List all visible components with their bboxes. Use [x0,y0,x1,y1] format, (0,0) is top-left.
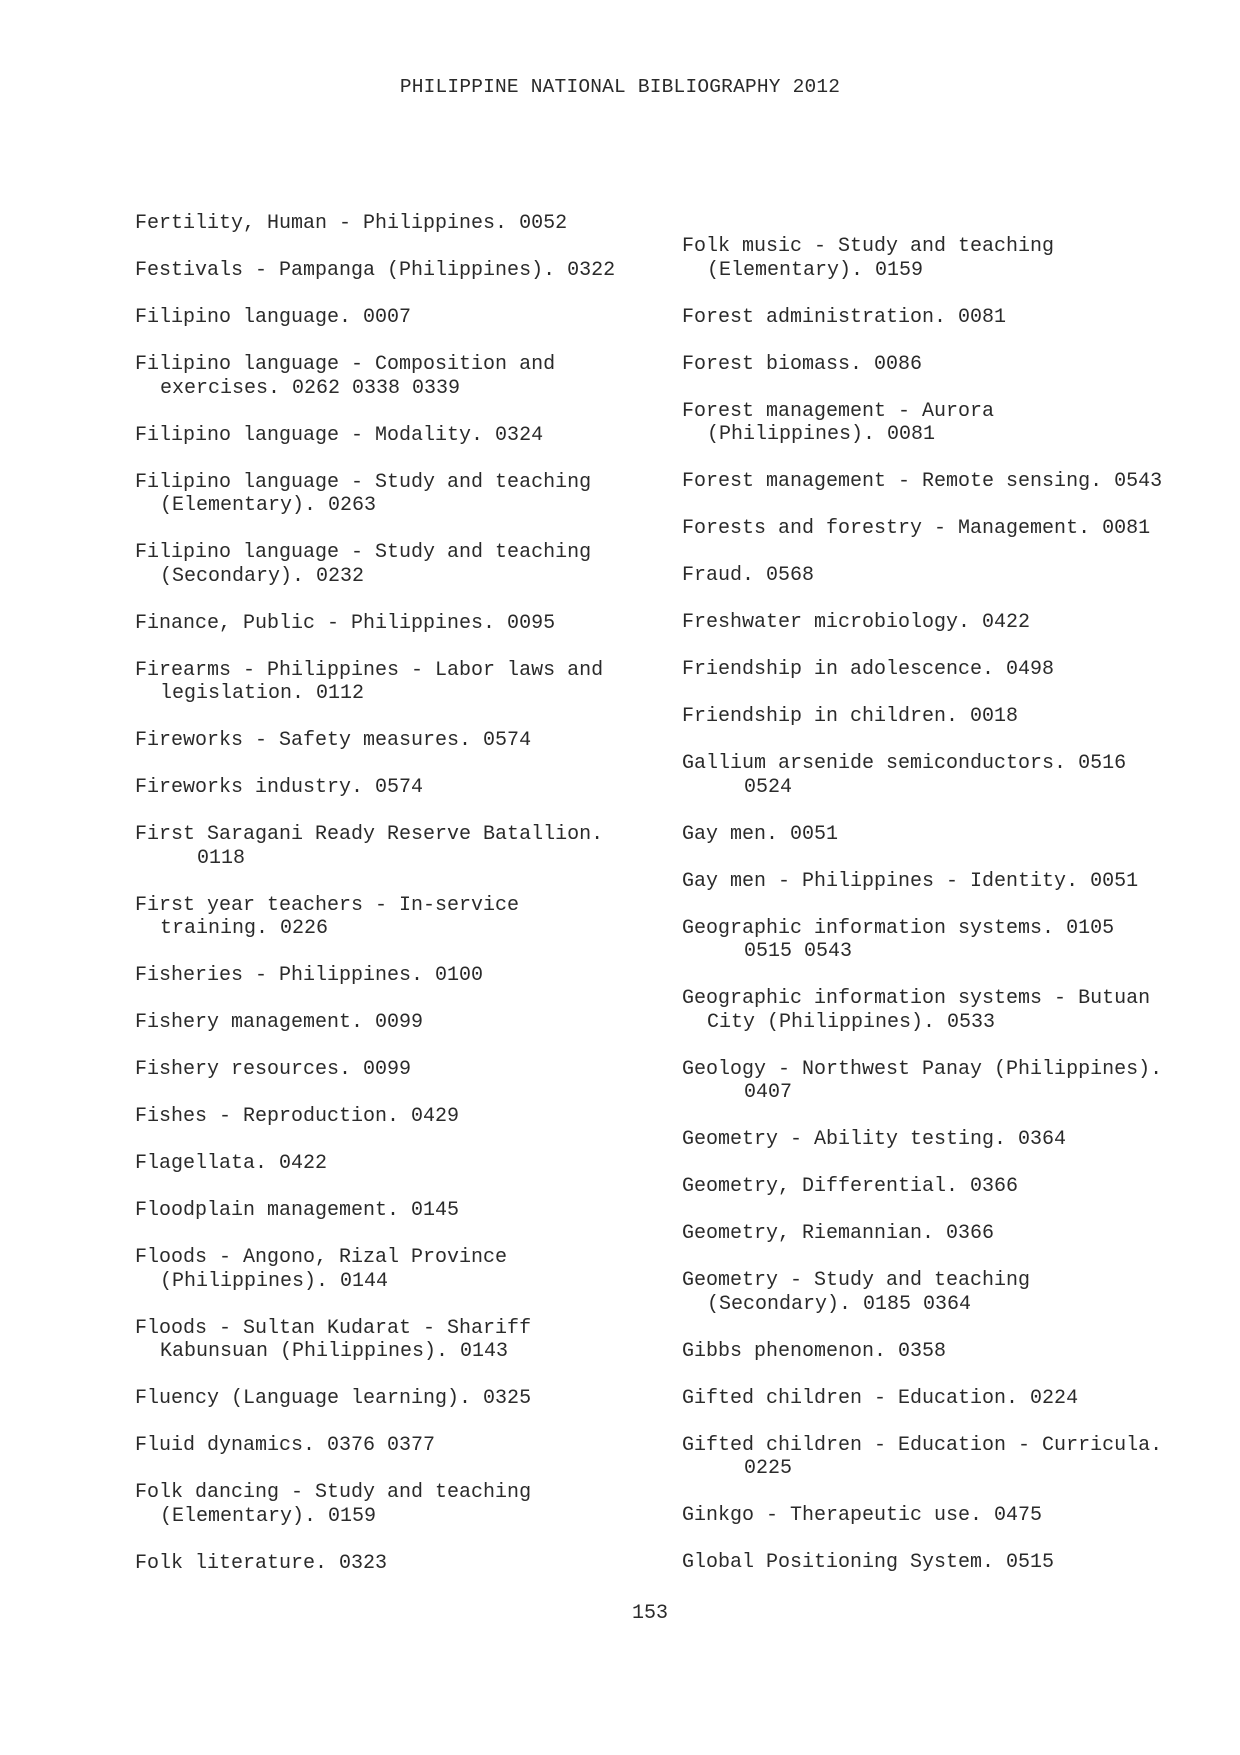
index-entry-heading: Freshwater microbiology. 0422 [682,611,1031,634]
index-entry [682,306,1202,330]
index-entry-heading: Filipino language - Study and teaching [135,541,592,564]
index-entry-continuation: 0407 [744,1081,793,1104]
index-entry-heading: Floods - Angono, Rizal Province [135,1246,508,1269]
index-entry-heading: Fireworks industry. 0574 [135,776,424,799]
index-column-right [682,235,1202,1598]
index-column-left [135,212,655,1599]
index-entry-continuation: (Philippines). 0144 [160,1269,389,1293]
index-entry-heading: Friendship in adolescence. 0498 [682,658,1055,681]
index-entry-heading: Fluency (Language learning). 0325 [135,1387,532,1410]
index-entry-heading: Floodplain management. 0145 [135,1199,460,1222]
index-entry-continuation: (Elementary). 0159 [707,258,924,282]
index-entry-heading: Fishery management. 0099 [135,1011,424,1034]
index-entry-heading: Fluid dynamics. 0376 0377 [135,1434,436,1457]
index-entry [682,353,1202,377]
index-entry-continuation: exercises. 0262 0338 0339 [160,376,461,400]
index-entry [682,1551,1202,1575]
index-entry-heading: Gay men. 0051 [682,822,839,846]
index-entry [682,1058,1202,1105]
index-entry-continuation: (Secondary). 0232 [160,564,365,588]
index-entry-continuation: Kabunsuan (Philippines). 0143 [160,1340,509,1363]
index-entry-heading: Firearms - Philippines - Labor laws and [135,658,604,682]
index-entry [135,776,655,800]
index-entry-continuation: (Elementary). 0159 [160,1504,377,1528]
index-entry [135,1105,655,1129]
index-entry [682,1434,1202,1481]
page-header: PHILIPPINE NATIONAL BIBLIOGRAPHY 2012 [399,76,841,98]
index-entry [135,823,655,870]
index-entry-heading: Geometry, Riemannian. 0366 [682,1222,995,1245]
index-entry-heading: Global Positioning System. 0515 [682,1551,1055,1574]
index-entry-heading: Forest management - Remote sensing. 0543 [682,470,1163,493]
index-entry [682,517,1202,541]
index-entry-continuation: (Philippines). 0081 [707,423,936,446]
index-entry-heading: First Saragani Ready Reserve Batallion. [135,823,604,846]
index-entry [135,1011,655,1035]
index-entry-heading: Forest management - Aurora [682,399,995,423]
index-entry [135,1481,655,1528]
index-entry-heading: Gallium arsenide semiconductors. 0516 [682,752,1127,775]
index-entry [135,612,655,636]
index-entry [682,611,1202,635]
index-entry [682,1269,1202,1316]
index-entry [135,1246,655,1293]
index-entry [682,1175,1202,1199]
index-entry-heading: Geology - Northwest Panay (Philippines). [682,1057,1163,1081]
index-entry-heading: Geometry - Study and teaching [682,1269,1031,1292]
index-entry [135,471,655,518]
index-entry-heading: Geographic information systems - Butuan [682,987,1151,1010]
index-entry [682,823,1202,847]
index-entry [135,1152,655,1176]
index-entry [135,1552,655,1576]
index-entry-heading: Filipino language - Modality. 0324 [135,423,544,447]
index-entry-heading: Fertility, Human - Philippines. 0052 [135,212,568,235]
index-entry [682,470,1202,494]
index-entry-heading: Geometry, Differential. 0366 [682,1175,1019,1198]
index-entry-heading: Friendship in children. 0018 [682,705,1019,728]
index-entry [682,1387,1202,1411]
index-entry [682,658,1202,682]
index-entry [135,1387,655,1411]
index-entry-heading: Forest administration. 0081 [682,305,1007,329]
page-number: 153 [631,1602,668,1625]
index-entry-continuation: (Secondary). 0185 0364 [707,1292,972,1316]
index-entry [135,659,655,706]
index-entry-heading: Fishes - Reproduction. 0429 [135,1105,460,1128]
index-entry [682,1128,1202,1152]
index-entry-heading: Fisheries - Philippines. 0100 [135,964,484,987]
index-entry [682,1222,1202,1246]
index-entry-heading: Fishery resources. 0099 [135,1058,412,1081]
index-entry [682,400,1202,447]
index-entry-heading: Gifted children - Education - Curricula. [682,1433,1163,1457]
index-entry-heading: Forest biomass. 0086 [682,352,923,376]
index-entry-continuation: (Elementary). 0263 [160,494,377,517]
index-entry [135,964,655,988]
index-entry [682,235,1202,282]
index-entry-heading: Finance, Public - Philippines. 0095 [135,611,556,635]
index-entry [682,987,1202,1034]
index-entry-heading: Geometry - Ability testing. 0364 [682,1128,1067,1151]
index-entry-heading: Ginkgo - Therapeutic use. 0475 [682,1504,1043,1527]
index-entry-heading: Fireworks - Safety measures. 0574 [135,729,532,752]
index-entry-continuation: City (Philippines). 0533 [707,1010,996,1034]
index-entry [135,1199,655,1223]
index-entry-heading: Filipino language - Study and teaching [135,470,592,494]
index-entry [682,564,1202,588]
index-entry-heading: First year teachers - In-service [135,893,520,917]
index-entry-continuation: training. 0226 [160,917,329,940]
index-entry [135,1058,655,1082]
index-entry-heading: Filipino language. 0007 [135,306,412,329]
index-entry [135,1434,655,1458]
index-entry-continuation: 0524 [744,775,793,799]
index-entry-continuation: 0515 0543 [744,940,853,963]
index-entry-heading: Flagellata. 0422 [135,1152,328,1175]
index-entry [135,1317,655,1364]
index-entry-heading: Forests and forestry - Management. 0081 [682,517,1151,540]
index-entry [135,424,655,448]
index-entry-heading: Festivals - Pampanga (Philippines). 0322 [135,259,616,282]
index-entry [682,870,1202,894]
index-entry-heading: Folk music - Study and teaching [682,235,1055,258]
index-entry-heading: Folk literature. 0323 [135,1551,388,1575]
index-entry [135,353,655,400]
index-entry-heading: Folk dancing - Study and teaching [135,1481,532,1504]
index-entry [682,1504,1202,1528]
index-entry-heading: Geographic information systems. 0105 [682,916,1115,940]
index-entry-continuation: 0225 [744,1457,793,1480]
index-entry [135,259,655,283]
index-entry [135,541,655,588]
index-entry-heading: Gifted children - Education. 0224 [682,1386,1079,1410]
index-entry [682,752,1202,799]
index-entry-heading: Gibbs phenomenon. 0358 [682,1339,947,1363]
index-entry-continuation: legislation. 0112 [160,682,365,705]
index-entry-heading: Gay men - Philippines - Identity. 0051 [682,869,1139,893]
index-entry [135,729,655,753]
index-entry-continuation: 0118 [197,846,246,870]
index-entry [682,917,1202,964]
index-entry-heading: Fraud. 0568 [682,564,815,587]
index-entry [682,1340,1202,1364]
index-entry-heading: Floods - Sultan Kudarat - Shariff [135,1316,532,1340]
index-entry [135,894,655,941]
index-entry-heading: Filipino language - Composition and [135,353,556,376]
index-entry [682,705,1202,729]
index-entry [135,306,655,330]
index-entry [135,212,655,236]
